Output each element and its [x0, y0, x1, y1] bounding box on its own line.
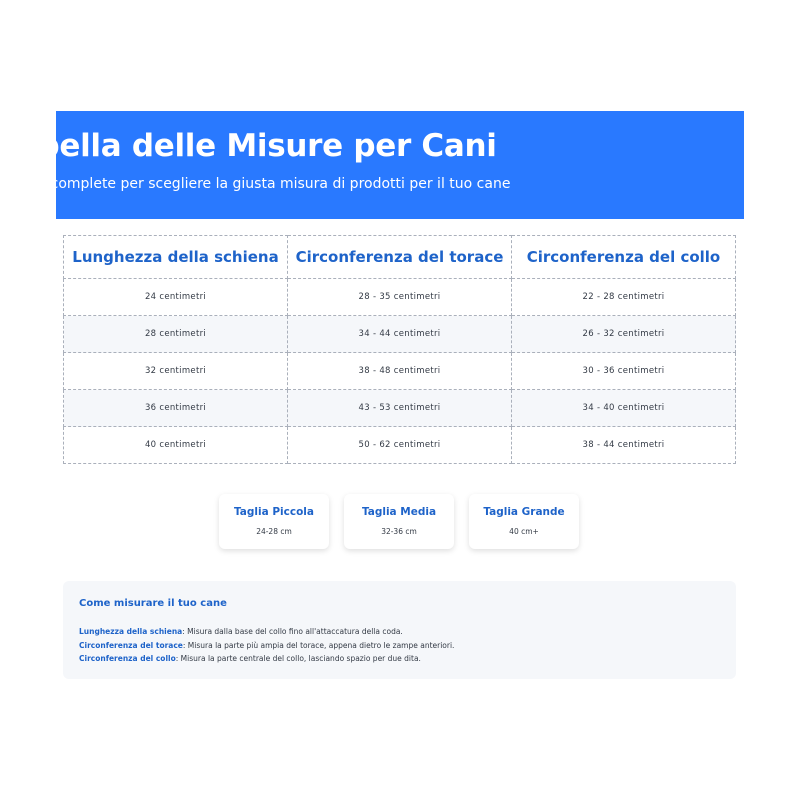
table-cell: 22 - 28 centimetri	[512, 279, 736, 316]
measure-description: : Misura la parte centrale del collo, lasciando spazio per due dita.	[175, 654, 421, 663]
table-cell: 50 - 62 centimetri	[288, 427, 512, 464]
table-cell: 40 centimetri	[64, 427, 288, 464]
how-to-measure-box	[63, 581, 736, 679]
measure-description: : Misura la parte più ampia del torace, appena dietro le zampe anteriori.	[182, 640, 455, 650]
list-item	[79, 652, 720, 666]
size-card-title: Taglia Piccola	[234, 506, 314, 518]
table-header-row	[64, 236, 736, 279]
table-cell: 30 - 36 centimetri	[512, 353, 736, 390]
size-table	[63, 235, 736, 464]
table-cell: 26 - 32 centimetri	[512, 316, 736, 353]
column-header-chest: Circonferenza del torace	[288, 236, 512, 279]
measure-term: Circonferenza del collo	[79, 654, 176, 663]
table-cell: 38 - 48 centimetri	[288, 353, 512, 390]
size-cards	[0, 494, 800, 550]
table-cell: 43 - 53 centimetri	[288, 390, 512, 427]
table-cell: 34 - 44 centimetri	[288, 316, 512, 353]
table-cell: 32 centimetri	[64, 353, 288, 390]
column-header-neck: Circonferenza del collo	[512, 236, 736, 279]
table-cell: 28 - 35 centimetri	[288, 279, 512, 316]
measure-term: Circonferenza del torace	[79, 640, 183, 650]
table-row	[64, 316, 736, 353]
table-cell: 28 centimetri	[64, 316, 288, 353]
size-card-range: 40 cm+	[509, 527, 539, 536]
size-card-range: 32-36 cm	[381, 527, 417, 536]
page-subtitle: Misure complete per scegliere la giusta misura di prodotti per il tuo cane	[0, 176, 511, 192]
size-card-title: Taglia Media	[361, 506, 437, 518]
measure-term: Lunghezza della schiena	[79, 627, 183, 636]
size-card-title: Taglia Grande	[483, 506, 565, 518]
list-item	[79, 639, 720, 653]
table-cell: 38 - 44 centimetri	[512, 427, 736, 464]
how-to-measure-title: Come misurare il tuo cane	[79, 598, 227, 609]
table-row	[64, 427, 736, 464]
column-header-back-length: Lunghezza della schiena	[64, 236, 288, 279]
list-item	[79, 625, 720, 639]
size-card-small	[219, 494, 329, 549]
how-to-measure-list	[79, 625, 720, 666]
size-table-container	[63, 235, 736, 464]
table-row	[64, 279, 736, 316]
table-row	[64, 353, 736, 390]
size-card-large	[469, 494, 579, 549]
table-row	[64, 390, 736, 427]
measure-description: : Misura dalla base del collo fino all'attaccatura della coda.	[182, 627, 403, 636]
page-title: Tabella delle Misure per Cani	[0, 128, 497, 164]
size-card-medium	[344, 494, 454, 549]
table-cell: 24 centimetri	[64, 279, 288, 316]
size-card-range: 24-28 cm	[256, 527, 292, 536]
table-cell: 34 - 40 centimetri	[512, 390, 736, 427]
table-cell: 36 centimetri	[64, 390, 288, 427]
